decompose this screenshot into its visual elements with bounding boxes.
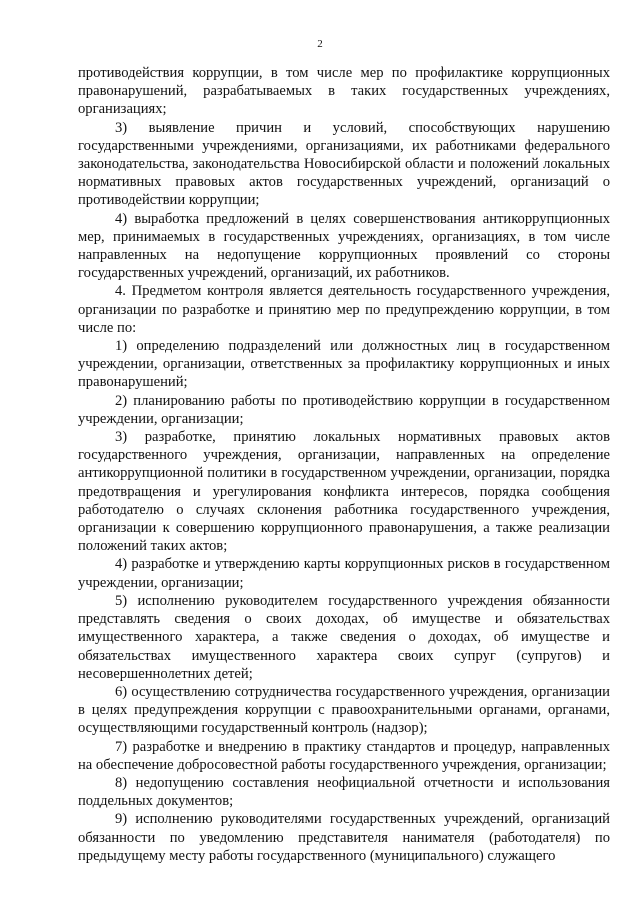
- document-body: [78, 64, 610, 865]
- paragraph-subitem-1: 1) определению подразделений или должностных лиц в государственном учреждении, организации, ответственных за профилактику коррупционных и иных правонарушений;: [78, 338, 610, 391]
- paragraph-continuation: противодействия коррупции, в том числе мер по профилактике коррупционных правонарушений, разрабатываемых в таких государственных учреждениях, организациях;: [78, 65, 610, 118]
- paragraph-item-4: 4) выработка предложений в целях совершенствования антикоррупционных мер, принимаемых в государственных учреждениях, организациях, в том числе направленных на недопущение коррупционных проявлений со стороны государственных учреждений, организаций, их работников.: [78, 210, 610, 282]
- paragraph-subitem-5: 5) исполнению руководителем государственного учреждения обязанности представлять сведения о своих доходах, об имуществе и обязательствах имущественного характера, а также сведения о доходах, об имуществе и обязательствах имущественного характера своих супруг (супругов) и несовершеннолетних детей;: [78, 592, 610, 682]
- paragraph-subitem-3: 3) разработке, принятию локальных нормативных правовых актов государственного учреждения, организации, направленных на определение антикоррупционной политики в государственном учреждении, организации, порядка предотвращения и урегулирования конфликта интересов, порядка сообщения работодателю о случаях склонения работника государственного учреждения, организации к совершению коррупционного правонарушения, а также реализации положений таких актов;: [78, 429, 610, 555]
- paragraph-subitem-7: 7) разработке и внедрению в практику стандартов и процедур, направленных на обеспечение добросовестной работы государственного учреждения, организации;: [78, 738, 610, 773]
- paragraph-item-3: 3) выявление причин и условий, способствующих нарушению государственными учреждениями, организациями, их работниками федерального законодательства, законодательства Новосибирской области и положений локальных нормативных правовых актов государственных учреждений, организаций о противодействии коррупции;: [78, 119, 610, 209]
- page-number: 2: [317, 38, 323, 50]
- paragraph-subitem-2: 2) планированию работы по противодействию коррупции в государственном учреждении, организации;: [78, 392, 610, 427]
- paragraph-subitem-9: 9) исполнению руководителями государственных учреждений, организаций обязанности по уведомлению представителя нанимателя (работодателя) по предыдущему месту работы государственного (муниципального) служащего: [78, 811, 610, 864]
- paragraph-section-4: 4. Предметом контроля является деятельность государственного учреждения, организации по разработке и принятию мер по предупреждению коррупции, в том числе по:: [78, 283, 610, 336]
- paragraph-subitem-4: 4) разработке и утверждению карты коррупционных рисков в государственном учреждении, организации;: [78, 556, 610, 591]
- paragraph-subitem-8: 8) недопущению составления неофициальной отчетности и использования поддельных документов;: [78, 774, 610, 810]
- paragraph-subitem-6: 6) осуществлению сотрудничества государственного учреждения, организации в целях предупреждения коррупции с правоохранительными органами, органами, осуществляющими государственный контроль (надзор);: [78, 683, 610, 737]
